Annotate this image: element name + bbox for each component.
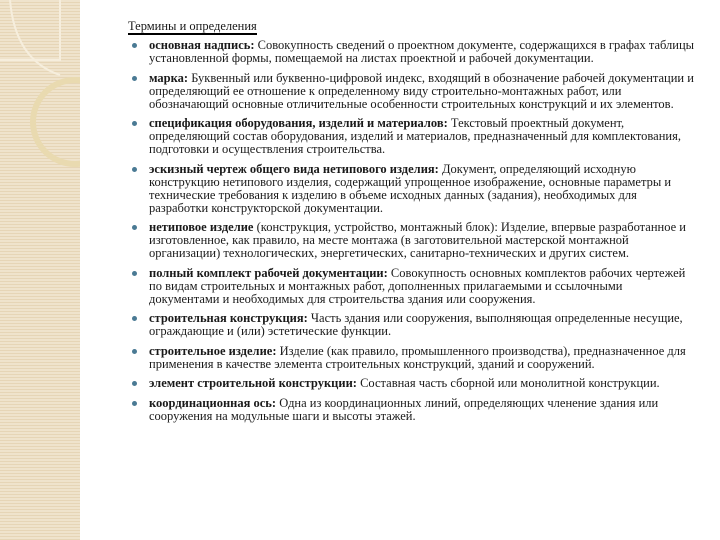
definition: Одна из координационных линий, определяющих членение здания или сооружения на модульные шаги и высоты этажей. — [149, 395, 659, 423]
list-item — [128, 39, 696, 65]
list-item — [128, 163, 696, 215]
list-item — [128, 345, 696, 371]
slide-content — [128, 17, 696, 429]
bullet-icon — [132, 349, 137, 354]
term: строительная конструкция: — [149, 311, 308, 325]
bullet-icon — [132, 121, 137, 126]
term: спецификация оборудования, изделий и материалов: — [149, 116, 448, 130]
list-item — [128, 397, 696, 423]
bullet-icon — [132, 401, 137, 406]
definition: Изделие (как правило, промышленного производства), предназначенное для применения в качестве элемента строительных конструкций, зданий и сооружений. — [149, 343, 686, 371]
bullet-icon — [132, 381, 137, 386]
decorative-circles-icon — [0, 0, 80, 200]
list-item — [128, 72, 696, 111]
bullet-icon — [132, 225, 137, 230]
bullet-icon — [132, 271, 137, 276]
term: эскизный чертеж общего вида нетипового изделия: — [149, 161, 439, 176]
list-item — [128, 267, 696, 306]
definition: Текстовый проектный документ, определяющий состав оборудования, изделий и материалов, предназначенный для комплектования, подготовки и осуществления строительства. — [149, 116, 681, 156]
term: марка: — [149, 70, 189, 85]
definition: Часть здания или сооружения, выполняющая определенные несущие, ограждающие и (или) эстетические функции. — [149, 311, 683, 338]
definition: Буквенный или буквенно-цифровой индекс, входящий в обозначение рабочей документации и определяющий ее отношение к определенному виду строительно-монтажных работ, или обозначающий основные отличительные особенности строительных конструкций и их элементов. — [149, 70, 694, 111]
definition: (конструкция, устройство, монтажный блок): Изделие, впервые разработанное и изготовленное, как правило, на месте монтажа (в заготовительной мастерской монтажной организации) технологических, энергетических, санитарно-технических и других систем. — [149, 220, 686, 260]
bullet-icon — [132, 316, 137, 321]
definition: Составная часть сборной или монолитной конструкции. — [356, 376, 660, 390]
definition: Совокупность сведений о проектном документе, содержащихся в графах таблицы установленной формы, помещаемой на листах проектной и рабочей документации. — [149, 38, 695, 65]
bullet-icon — [132, 76, 137, 81]
bullet-icon — [132, 43, 137, 48]
slide-title: Термины и определения — [128, 19, 257, 33]
term: полный комплект рабочей документации: — [149, 265, 388, 280]
definition: Документ, определяющий исходную конструкцию нетипового изделия, содержащий упрощенное изображение, основные параметры и технические требования к изделию в объеме исходных данных (задания), необходимых для разработки конструкторской документации. — [149, 161, 672, 215]
list-item — [128, 312, 696, 338]
bullet-icon — [132, 167, 137, 172]
term: элемент строительной конструкции: — [149, 376, 357, 390]
decorative-side-panel — [0, 0, 80, 540]
list-item — [128, 117, 696, 156]
term: основная надпись: — [149, 38, 255, 52]
list-item — [128, 221, 696, 260]
terms-list — [128, 39, 696, 423]
term: строительное изделие: — [149, 343, 277, 358]
term: координационная ось: — [149, 395, 277, 410]
list-item — [128, 377, 696, 390]
term: нетиповое изделие — [149, 220, 254, 234]
definition: Совокупность основных комплектов рабочих чертежей по видам строительных и монтажных работ, дополненных прилагаемыми и ссылочными документами и необходимых для строительства здания или сооружения. — [149, 265, 686, 306]
